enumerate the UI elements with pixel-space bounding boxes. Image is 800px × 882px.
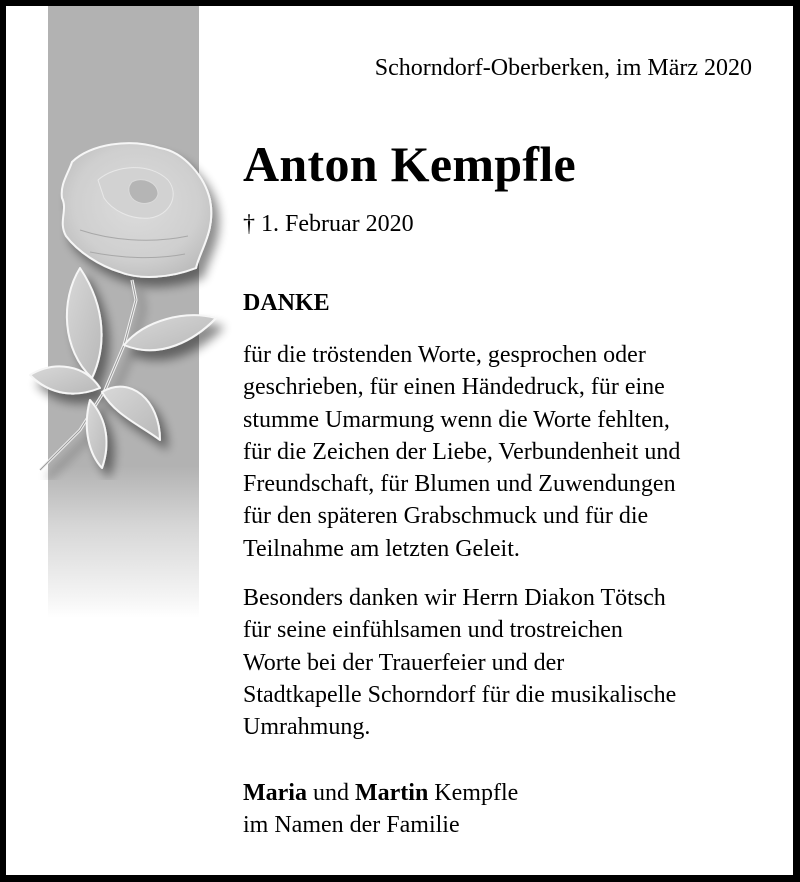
text-line: Freundschaft, für Blumen und Zuwendungen: [243, 471, 676, 498]
text-line: für die Zeichen der Liebe, Verbundenheit und: [243, 438, 681, 465]
signer-first-name: Maria: [243, 780, 307, 806]
death-date-line: [243, 209, 414, 239]
death-date: 1. Februar 2020: [261, 211, 414, 237]
text-line: für die tröstenden Worte, gesprochen oder: [243, 342, 646, 368]
rose-icon: [20, 140, 240, 480]
text-line: geschrieben, für einen Händedruck, für eine: [243, 374, 665, 401]
signature-surname: Kempfle: [428, 780, 519, 806]
text-line: für den späteren Grabschmuck und für die: [243, 503, 649, 530]
deceased-name: Anton Kempfle: [243, 136, 577, 192]
text-line: Stadtkapelle Schorndorf für die musikalische: [243, 681, 677, 708]
special-thanks-paragraph: [243, 582, 676, 743]
signature-family-line: im Namen der Familie: [243, 812, 460, 839]
text-line: Worte bei der Trauerfeier und der: [243, 649, 565, 676]
dagger-icon: †: [243, 211, 255, 237]
signer-second-name: Martin: [354, 780, 429, 806]
text-line: für seine einfühlsamen und trostreichen: [243, 617, 623, 644]
signature-names: [243, 777, 518, 809]
thanks-paragraph: [243, 339, 680, 565]
text-line: Besonders danken wir Herrn Diakon Tötsch: [243, 585, 666, 611]
thanks-heading: DANKE: [243, 290, 330, 316]
place-date: Schorndorf-Oberberken, im März 2020: [374, 55, 752, 81]
text-line: Teilnahme am letzten Geleit.: [243, 535, 520, 562]
signature: [243, 777, 518, 842]
text-line: stumme Umarmung wenn die Worte fehlten,: [243, 406, 670, 433]
signature-connector: und: [306, 780, 355, 806]
text-line: Umrahmung.: [243, 714, 371, 741]
